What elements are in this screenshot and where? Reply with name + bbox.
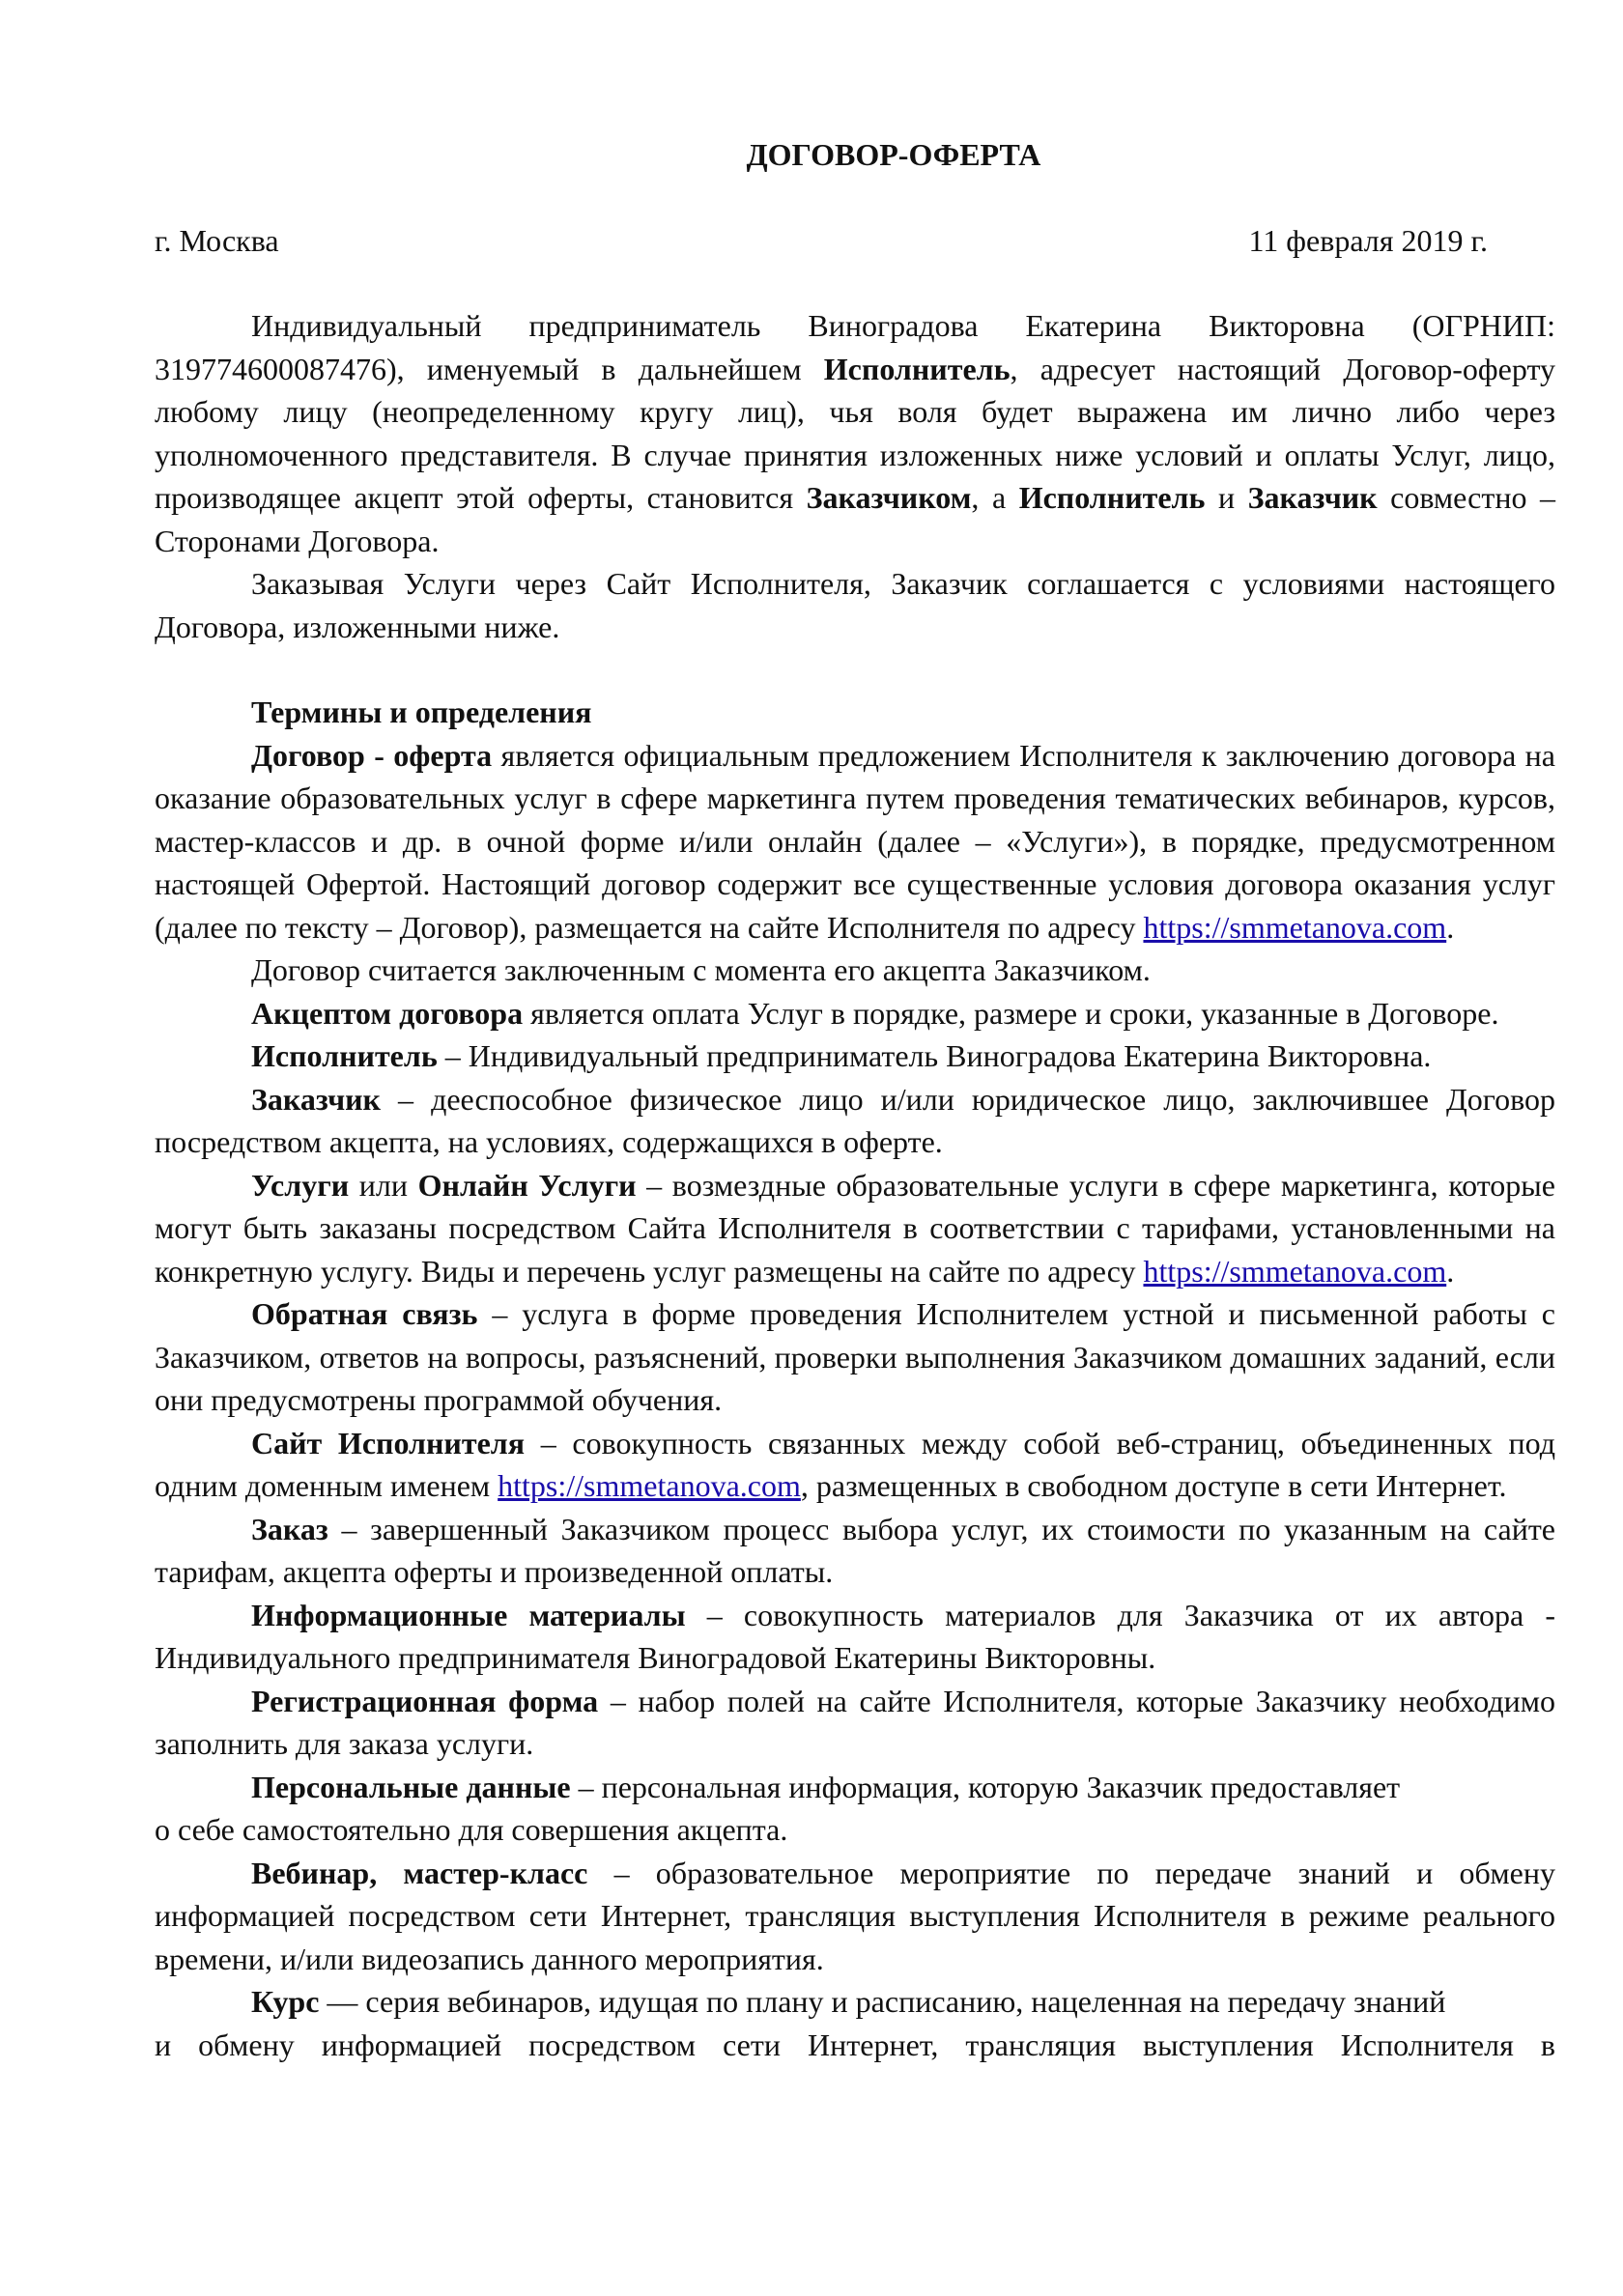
term-executor: Исполнитель — [823, 351, 1011, 386]
definition-materials: Информационные материалы – совокупность материалов для Заказчика от их автора - Индивидуального предпринимателя Виноградовой Екатерины Викторовны. — [155, 1597, 1556, 1675]
definition-personal: Персональные данные – персональная информация, которую Заказчик предоставляет о себе самостоятельно для совершения акцепта. — [155, 1769, 1401, 1847]
date: 11 февраля 2019 г. — [1248, 222, 1488, 258]
definition-customer: Заказчик – дееспособное физическое лицо и/или юридическое лицо, заключившее Договор посредством акцепта, на условиях, содержащихся в оферте. — [155, 1081, 1555, 1159]
document-title: ДОГОВОР-ОФЕРТА — [746, 137, 1041, 172]
definition-course: Курс — серия вебинаров, идущая по плану и расписанию, нацеленная на передачу знаний — [251, 1984, 1446, 2019]
definition-services: Услуги или Онлайн Услуги – возмездные образовательные услуги в сфере маркетинга, которые могут быть заказаны посредством Сайта Исполнителя в соответствии с тарифами, установленными на конкретную услугу. Виды и перечень услуг размещены на сайте по адресу https://smmetanova.com. — [155, 1167, 1556, 1289]
site-link[interactable]: https://smmetanova.com — [1143, 909, 1447, 945]
definition-offer: Договор - оферта является официальным предложением Исполнителя к заключению договора на оказание образовательных услуг в сфере маркетинга путем проведения тематических вебинаров, курсов, мастер-классов и др. в очной форме и/или онлайн (далее – «Услуги»), в порядке, предусмотренном настоящей Офертой. Настоящий договор содержит все существенные условия договора оказания услуг (далее по тексту – Договор), размещается на сайте Исполнителя по адресу https://smmetanova.com. — [155, 737, 1556, 945]
site-link[interactable]: https://smmetanova.com — [1143, 1253, 1447, 1289]
definition-site: Сайт Исполнителя – совокупность связанных между собой веб-страниц, объединенных под одним доменным именем https://smmetanova.com, размещенных в свободном доступе в сети Интернет. — [155, 1425, 1556, 1503]
intro-paragraph-2: Заказывая Услуги через Сайт Исполнителя, Заказчик соглашается с условиями настоящего Договора, изложенными ниже. — [155, 566, 1555, 644]
definition-acceptance: Акцептом договора является оплата Услуг в порядке, размере и сроки, указанные в Договоре. — [251, 995, 1499, 1031]
definition-webinar: Вебинар, мастер-класс – образовательное мероприятие по передаче знаний и обмену информацией посредством сети Интернет, трансляция выступления Исполнителя в режиме реального времени, и/или видеозапись данного мероприятия. — [155, 1855, 1556, 1976]
city-date-line — [155, 219, 1488, 263]
term-customer: Заказчиком — [806, 480, 972, 515]
definition-feedback: Обратная связь – услуга в форме проведения Исполнителем устной и письменной работы с Заказчиком, ответов на вопросы, разъяснений, проверки выполнения Заказчиком домашних заданий, если они предусмотрены программой обучения. — [155, 1296, 1556, 1417]
definition-regform: Регистрационная форма – набор полей на сайте Исполнителя, которые Заказчику необходимо заполнить для заказа услуги. — [155, 1683, 1556, 1761]
definition-executor: Исполнитель – Индивидуальный предприниматель Виноградова Екатерина Викторовна. — [251, 1038, 1432, 1073]
personal-line-2: о себе самостоятельно для совершения акцепта. — [155, 1812, 788, 1847]
site-link[interactable]: https://smmetanova.com — [498, 1468, 801, 1503]
definition-order: Заказ – завершенный Заказчиком процесс выбора услуг, их стоимости по указанным на сайте тарифам, акцепта оферты и произведенной оплаты. — [155, 1511, 1555, 1589]
definition-concluded: Договор считается заключенным с момента его акцепта Заказчиком. — [251, 952, 1151, 987]
spacer — [155, 648, 1555, 691]
city: г. Москва — [155, 222, 279, 258]
terms-heading: Термины и определения — [251, 694, 592, 729]
intro-paragraph: Индивидуальный предприниматель Виноградова Екатерина Викторовна (ОГРНИП: 319774600087476), именуемый в дальнейшем Исполнитель, адресует настоящий Договор-оферту любому лицу (неопределенному кругу лиц), чья воля будет выражена им лично либо через уполномоченного представителя. В случае принятия изложенных ниже условий и оплаты Услуг, лицо, производящее акцепт этой оферты, становится Заказчиком, а Исполнитель и Заказчик совместно – Сторонами Договора. — [155, 308, 1556, 558]
definition-course-line-2: и обмену информацией посредством сети Интернет, трансляция выступления Исполнителя в — [155, 2027, 1555, 2062]
